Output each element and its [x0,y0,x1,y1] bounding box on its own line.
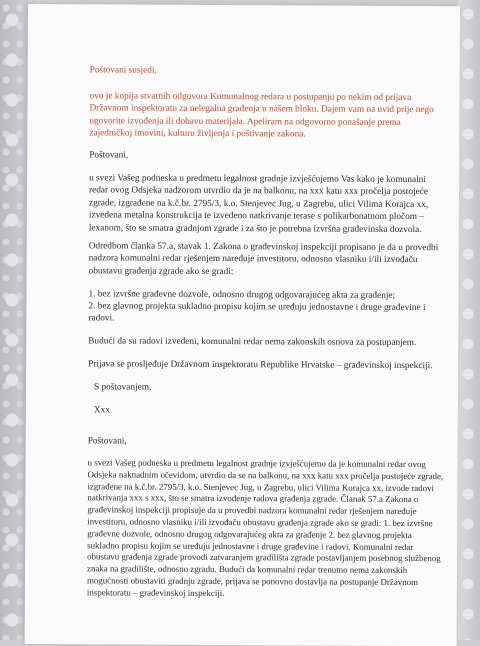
reply2-body: u svezi Vašeg podneska u predmetu legalnost gradnje izvješćujemo da je komunalni redar ovog Odsjeka naknadnim očevidom, utvrdio da se na balkonu, na xxx katu xxx pročelja postojeće zgrade, izgrađene na k.č.br. 2795/3, k.o. Stenjevec Jug, u Zagrebu, ulici Vilima Korajca xx, izvode radovi natkrivanja xxx s xxx, što se smatra izvođenje radova građenja zgrade. Članak 57.a Zakona o građevinskoj inspekciji propisuje da u provedbi nadzora komunalni redar rješenjem naređuje investitoru, odnosno vlasniku i/ili izvođaču obustavu građenja zgrade ako se gradi: 1. bez izvršne građevne dozvole, odnosno drugog odgovarajućeg akta za građenje 2. bez glavnog projekta sukladno propisu kojim se uređuju jednostavne i druge građevine i radovi. Komunalni redar obustavu građenja zgrade provodi zatvaranjem gradilišta zgrade postavljanjem posebnog službenog znaka na gradilište, odnosno zgradu. Budući da komunalni redar trenutno nema zakonskih mogućnosti obustaviti gradnju zgrade, prijava se ponovno dostavlja na postupanje Državnom inspektoratu – građevinskoj inspekciji. [86,457,444,598]
reply1-paragraph-3: Budući da su radovi izvedeni, komunalni redar nema zakonskih osnova za postupanjem. [88,336,417,349]
reply1-greeting: Poštovani, [89,150,129,161]
greeting-neighbors: Poštovani susjedi, [89,65,157,76]
reply1-paragraph-4: Prijava se prosljeđuje Državnom inspektoratu Republike Hrvatske – građevinskoj inspekciji. [88,359,433,372]
reply2-greeting: Poštovani, [87,436,127,447]
intro-paragraph: ovo je kopija stvarnih odgovora Komunalnog redara u postupanju po nekim od prijava Državnom inspektoratu za nelegalna građenja u našem bloku. Dajem vam na uvid prije nego ugovorite izvođenja ili dobavu materijala. Apeliram na odgovorno ponašanje prema zajedničkoj imovini, kulturu življenja i poštivanje zakona. [89,91,434,140]
reply1-closing: S poštovanjem, [93,382,152,393]
lace-curtain-right [458,0,480,640]
letter-page [25,4,460,646]
reply1-signature: Xxx [93,405,110,416]
reply1-list-item-1: 1. bez izvršne građevne dozvole, odnosno drugog odgovarajućeg akta za građenje; [88,289,396,301]
reply1-paragraph-1: u svezi Vašeg podneska u predmetu legalnost gradnje izvješćujemo Vas kako je komunalni redar ovog Odsjeka nadzorom utvrdio da je na balkonu, na xxx katu xxx pročelja postojeće zgrade, izgrađene na k.č.br. 2795/3, k.o. Stenjevec Jug, u Zagrebu, ulici Vilima Korajca xx, izvedena metalna konstrukcija te izvedeno natkrivanje terase s polikarbonatnom pločom – lexanom, što se smatra gradnjom zgrade i za što je potrebna izvršna građevinska dozvola. [88,173,429,235]
reply1-paragraph-2: Odredbom članka 57.a, stavak 1. Zakona o građevinskoj inspekciji propisano je da u provedbi nadzora komunalni redar rješenjem naređuje investitoru, odnosno vlasniku i/ili izvođaču obustavu građenja zgrade ako se gradi: [88,241,439,277]
reply1-list-item-2: 2. bez glavnog projekta sukladno propisu kojim se uređuju jednostavne i druge građevine i radovi. [88,301,426,324]
